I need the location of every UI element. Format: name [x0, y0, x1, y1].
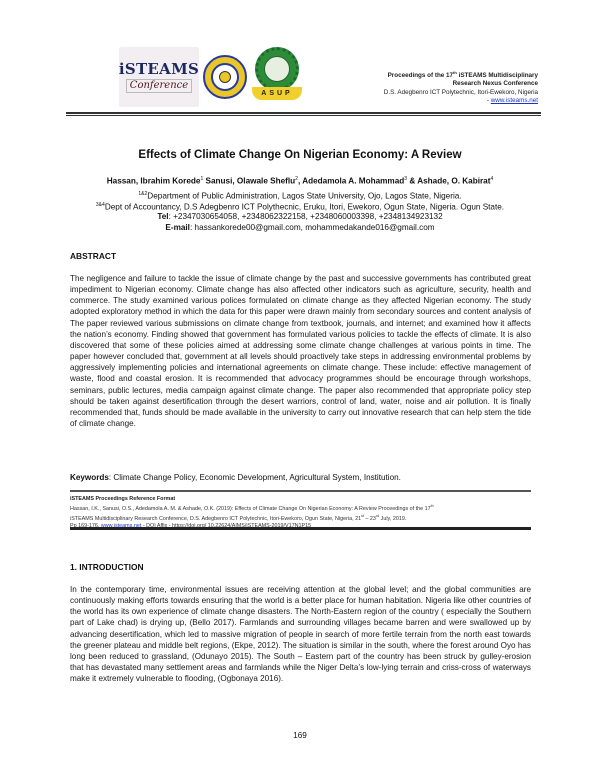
paper-title: Effects of Climate Change On Nigerian Economy: A Review — [138, 149, 462, 161]
reference-divider — [70, 527, 531, 530]
conference-line-1: Proceedings of the 17th iSTEAMS Multidisciplinary — [387, 70, 538, 80]
conference-line-3: D.S. Adegbenro ICT Polytechnic, Itori-Ewekoro, Nigeria — [383, 88, 538, 96]
gear-icon — [255, 47, 299, 91]
keywords-line: Keywords: Climate Change Policy, Economic Development, Agricultural System, Institution. — [70, 473, 401, 482]
author-list: Hassan, Ibrahim Korede$^1$ Sanusi, Olawale Sheflu$^2$, Adedamola A. Mohammad$^3$ & Ashade, O. Kabirat$^4$ — [106, 176, 494, 186]
asup-logo — [251, 47, 303, 107]
abstract-heading: ABSTRACT — [70, 251, 117, 261]
reference-line-2: iSTEAMS Multidisciplinary Research Conference, D.S. Adegbenro ICT Polytechnic, Itori-Ewekoro, Ogun State, Nigeria, 21st – 23rd July, 2019. — [70, 514, 407, 522]
page-number: 169 — [293, 731, 307, 740]
isteams-website-link[interactable]: www.isteams.net — [490, 96, 538, 104]
polytechnic-crest-logo — [203, 55, 247, 99]
conference-line-4: - www.isteams.net — [486, 96, 538, 104]
conference-info — [338, 69, 538, 105]
abstract-text: The negligence and failure to tackle the issue of climate change by the past and successive governments has contributed great impediment to Nigerian economy. Climate change has also affected other indicators such as agriculture, security, health and commerce. The study examined various polices formulated on climate change as they affected Nigerian economy. The study adopted exploratory method in which the data for this paper were drawn mainly from secondary sources and content analysis of The paper reviewed various submissions on climate change from textbook, journals, and internet; and examined how it affects the nation’s economy. Finding showed that government has formulated various policies to tackle the effects of climate. It is also discovered that some of these policies aimed at addressing some climate change challenges at various points in time. The paper however concluded that, government at all levels should proactively take steps in addressing environmental problems by aggressively implementing policies and international agreements on climate change. These include: effective management of waste, flood and coastal erosion. It is recommended that advocacy programmes should be encourage through workshops, seminars, public lectures, media campaign against climate change. The paper also recommended that appropriate policy step should be taken against desertification through the desert warriors, control of land, water, noise and air pollution. It is finally recommended that, funds should be made available in the university to carry out innovative research that can help stem the tide of climate change. — [70, 274, 531, 429]
affiliation-2: $^{3\&4}$Dept of Accountancy, D.S Adegbenro ICT Polythecnic, Eruku, Itori, Ewekoro, Ogun State, Nigeria. Ogun State. — [95, 202, 505, 212]
affiliation-1: $^{1\&2}$Department of Public Administration, Lagos State University, Ojo, Lagos State, Nigeria. — [138, 191, 462, 201]
introduction-text: In the contemporary time, environmental issues are receiving attention at the global level; and the global communities are continuously making efforts towards ensuring that the world is a better place for human habitation. Nigeria like other countries of the world has its own experience of climate change disasters. The North-Eastern region of the country ( especially the Southern part of Lake chad) is drying up, (Bello 2017). Farmlands and surrounding villages became barren and were swallowed up by advancing desertification, which led to massive migration of people in search of more fertile terrain from the north east towards the greener plateau and middle belt regions, (Ekpe, 2012). The situation is similar in the south, where the forest around Oyo has long been reduced to grassland, (Odunayo 2015). The South – Eastern part of the country has been struck by gulley-erosion that has devastated many settlement areas and farmlands while the Niger Delta’s low-lying terrain and criss-cross of waterways make it extremely vulnerable to flooding, (Ogbonaya 2016). — [70, 585, 531, 684]
reference-format-label: iSTEAMS Proceedings Reference Format — [70, 496, 176, 502]
isteams-logo — [119, 47, 199, 107]
asup-ribbon: ASUP — [252, 87, 302, 100]
isteams-logo-subtitle: Conference — [126, 79, 192, 93]
email-line: E-mail: hassankorede00@gmail.com, mohammedakande016@gmail.com — [165, 223, 435, 232]
header-divider — [66, 112, 541, 116]
keywords-divider — [70, 490, 531, 492]
reference-format — [70, 496, 531, 530]
header-logos — [119, 46, 303, 108]
conference-line-2: Research Nexus Conference — [452, 80, 538, 88]
isteams-logo-title: iSTEAMS — [118, 60, 200, 78]
introduction-heading: 1. INTRODUCTION — [70, 562, 144, 572]
telephone-line: Tel: +2347030654058, +2348062322158, +2348060003398, +2348134923132 — [157, 212, 443, 221]
reference-line-1: Hassan, I.K., Sanusi, O.S., Adedamola A. M. & Ashade, O.K. (2019): Effects of Climate Change On Nigerian Economy: A Review Proceedings of the 17th — [70, 504, 434, 512]
